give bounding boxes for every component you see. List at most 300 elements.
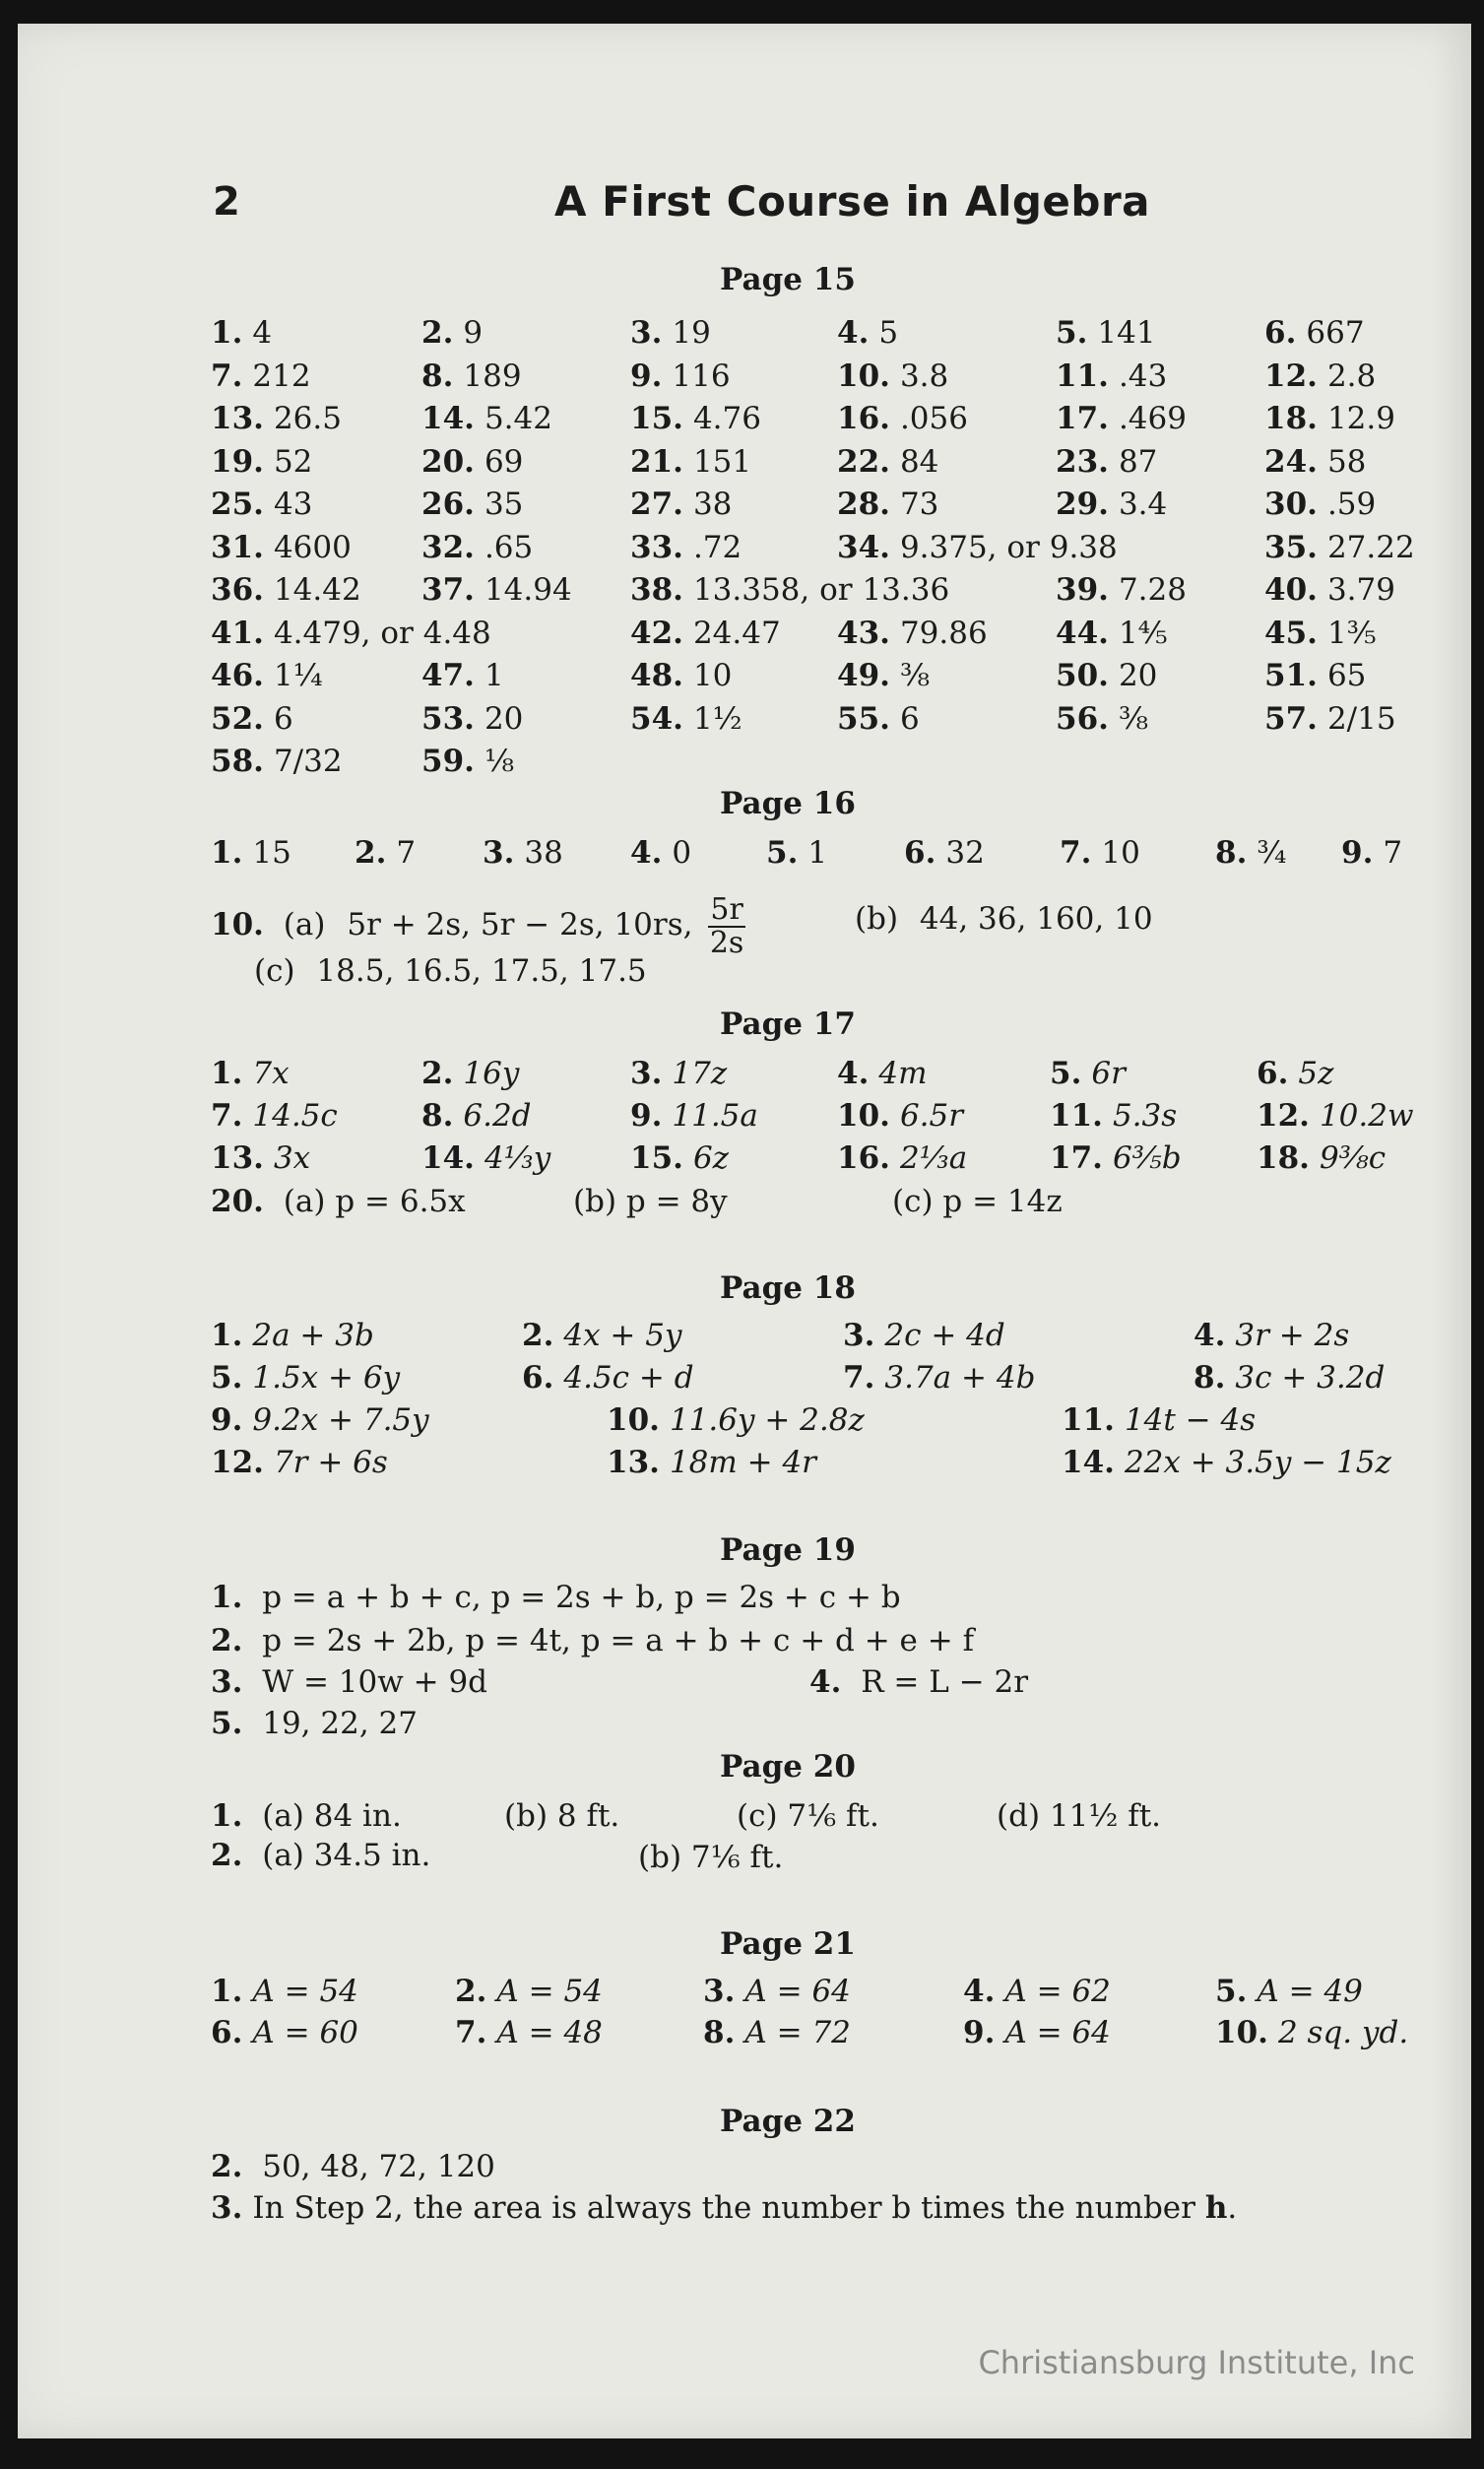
part-label: (c) [254,953,295,989]
answer-item [1050,1140,1182,1176]
answer-item [421,530,533,565]
answer-number: 7. [843,1360,875,1396]
answer-item [837,658,930,693]
answer-number: 3. [630,1056,663,1091]
answer-item [607,1445,816,1480]
answer-item [703,2015,851,2050]
answer-value: 7r + 6s [273,1445,388,1480]
answer-text: . [1227,2190,1238,2226]
answer-value: 11.5a [672,1098,758,1134]
answer-number: 16. [837,1140,890,1176]
answer-value: 4.479, or 4.48 [273,615,491,651]
answer-item [211,530,352,565]
answer-item [1056,658,1157,693]
answer-item [837,401,968,436]
answer-value: 1 [484,658,504,693]
answer-text: In Step 2, the area is always the number [252,2190,892,2226]
answer-number: 1. [211,1056,243,1091]
answer-number: 5. [1050,1056,1082,1091]
answer-value: 32 [945,835,985,871]
answer-value: 12.9 [1326,401,1395,436]
answer-number: 3. [483,835,515,871]
answer-20-1a [211,1798,402,1834]
answer-item [211,572,361,608]
answer-value: 26.5 [273,401,342,436]
answer-item [1056,616,1168,651]
answer-item [630,358,731,394]
answer-value: 52 [273,443,313,480]
answer-number: 8. [1215,835,1248,871]
answer-value: 73 [899,487,939,522]
answer-value: 6.5r [899,1098,964,1134]
answer-number: 3. [211,1664,243,1700]
answer-number: 31. [211,529,264,565]
answer-number: 26. [421,487,475,522]
answer-value: 22x + 3.5y − 15z [1124,1445,1391,1480]
answer-value: (a) 84 in. [262,1798,402,1834]
answer-number: 17. [1050,1140,1103,1176]
answer-number: 5. [211,1706,243,1741]
answer-value: A = 64 [1004,2015,1111,2050]
answer-value: ⅜ [1118,700,1148,737]
answer-item [1264,401,1395,436]
answer-item [630,487,732,522]
answer-item [1341,835,1402,871]
answer-number: 12. [1264,357,1318,394]
answer-number: 8. [421,1098,454,1134]
answer-number: 23. [1056,443,1109,480]
answer-item [211,744,343,779]
answer-number: 44. [1056,615,1109,651]
answer-number: 49. [837,658,890,693]
answer-item [837,487,938,522]
page-number: 2 [213,179,240,225]
answer-item [455,1974,603,2009]
answer-number: 4. [837,315,870,351]
answer-number: 20. [421,443,475,480]
answer-item [1264,701,1396,737]
answer-value: 18.5, 16.5, 17.5, 17.5 [316,953,647,989]
answer-value: 6 [899,700,920,737]
part-label: (a) [283,907,326,942]
answer-value: .43 [1118,357,1168,394]
answer-number: 2. [211,1623,243,1658]
answer-number: 1. [211,835,243,871]
answer-value: 1.5x + 6y [252,1360,401,1396]
answer-part-a: (a) p = 6.5x [283,1184,466,1219]
answer-item [1056,572,1187,608]
answer-20-2b: (b) 7⅙ ft. [638,1840,784,1875]
answer-number: 41. [211,615,264,651]
answer-value: p = a + b + c, p = 2s + b, p = 2s + c + b [262,1580,901,1615]
answer-20-1b: (b) 8 ft. [504,1798,620,1834]
answer-number: 50. [1056,658,1109,693]
answer-item [837,701,920,737]
section-title-page-19: Page 19 [720,1532,856,1568]
answer-value: 3.79 [1326,572,1395,608]
answer-number: 4. [963,1974,996,2009]
answer-item [421,701,523,737]
answer-number: 35. [1264,529,1318,565]
answer-value: 3.8 [899,357,949,394]
answer-number: 2. [421,1056,454,1091]
answer-number: 17. [1056,401,1109,436]
answer-value: .056 [899,401,968,436]
answer-item [1056,701,1148,737]
answer-number: 33. [630,529,683,565]
answer-number: 58. [211,744,264,779]
answer-number: 53. [421,700,475,737]
answer-value: A = 64 [744,1974,851,2009]
answer-value: 16y [463,1056,520,1091]
answer-item [1257,1056,1333,1091]
answer-value: 2⅓a [899,1140,968,1176]
answer-number: 18. [1264,401,1318,436]
answer-number: 51. [1264,658,1318,693]
answer-number: 22. [837,443,890,480]
section-title-page-20: Page 20 [720,1749,856,1785]
answer-number: 13. [211,1140,264,1176]
answer-item [421,401,552,436]
answer-part-c: (c) p = 14z [892,1184,1063,1219]
answer-item [607,1402,865,1438]
answer-number: 28. [837,487,890,522]
answer-value: 1 [807,835,828,871]
answer-value: 20 [484,700,524,737]
answer-number: 1. [211,315,243,351]
answer-emphasis: times [911,2190,1006,2226]
answer-number: 7. [211,357,243,394]
answer-value: 19 [672,315,711,351]
answer-value: 14.5c [252,1098,338,1134]
answer-item [1257,1098,1414,1134]
answer-item [1060,835,1140,871]
answer-value: 7x [252,1056,290,1091]
answer-value: 4.5c + d [563,1360,694,1396]
answer-item [837,1056,928,1091]
answer-number: 59. [421,744,475,779]
answer-number: 5. [766,835,799,871]
answer-value: 6z [692,1140,729,1176]
answer-19-3 [211,1664,487,1700]
answer-item [211,658,323,693]
fraction-numerator: 5r [710,892,743,927]
answer-text: the number [1005,2190,1205,2226]
answer-item [1050,1098,1177,1134]
answer-number: 7. [455,2015,487,2050]
answer-19-2 [211,1623,974,1658]
answer-number: 9. [211,1402,243,1438]
answer-item [421,444,523,480]
answer-item [630,835,691,871]
answer-item [1264,315,1365,351]
answer-item [211,487,312,522]
answer-number: 10. [837,357,890,394]
answer-value: A = 60 [252,2015,358,2050]
answer-number: 14. [421,1140,475,1176]
answer-number: 47. [421,658,475,693]
answer-number: 6. [1264,315,1297,351]
answer-item [1264,358,1376,394]
answer-number: 20. [211,1184,264,1219]
answer-value: 7 [1383,835,1403,871]
answer-item [630,701,742,737]
answer-number: 39. [1056,572,1109,608]
answer-value: 5.42 [484,401,552,436]
answer-number: 9. [963,2015,996,2050]
answer-number: 2. [211,2149,243,2184]
answer-item [211,1360,400,1396]
answer-value: p = 2s + 2b, p = 4t, p = a + b + c + d + e + f [262,1623,975,1658]
answer-item [843,1360,1035,1396]
answer-number: 4. [809,1664,842,1700]
answer-item [1215,1974,1363,2009]
answer-value: 189 [463,357,522,394]
answer-value: 10.2w [1319,1098,1414,1134]
answer-number: 55. [837,700,890,737]
answer-item [837,444,938,480]
answer-19-5 [211,1706,418,1741]
answer-number: 19. [211,443,264,480]
answer-value: 35 [484,487,524,522]
answer-value: 14.94 [484,572,572,608]
answer-value: 4600 [273,529,352,565]
answer-number: 46. [211,658,264,693]
answer-item [211,1974,358,2009]
answer-value: 6⅗b [1112,1140,1182,1176]
answer-item [630,530,742,565]
answer-item [211,1402,429,1438]
answer-number: 27. [630,487,683,522]
answer-item [703,1974,851,2009]
answer-number: 7. [211,1098,243,1134]
answer-number: 8. [703,2015,736,2050]
answer-item [963,2015,1111,2050]
answer-number: 15. [630,401,683,436]
answer-number: 43. [837,615,890,651]
answer-item [837,616,988,651]
answer-item [421,1098,532,1134]
answer-number: 11. [1050,1098,1103,1134]
answer-item [421,658,504,693]
answer-item [211,1140,310,1176]
answer-value: 38 [524,835,563,871]
answer-value: 4m [878,1056,928,1091]
answer-value: 2c + 4d [884,1318,1005,1353]
answer-number: 14. [421,401,475,436]
answer-value: 4x + 5y [563,1318,682,1353]
answer-number: 29. [1056,487,1109,522]
answer-number: 3. [211,2190,243,2226]
answer-number: 56. [1056,700,1109,737]
answer-variable: b [891,2190,912,2226]
answer-number: 48. [630,658,683,693]
answer-number: 4. [630,835,663,871]
answer-item [1264,444,1366,480]
answer-item [1264,487,1376,522]
answer-value: .72 [692,529,742,565]
answer-number: 25. [211,487,264,522]
answer-item [211,1318,374,1353]
answer-number: 6. [522,1360,554,1396]
answer-17-20b [573,1184,728,1219]
answer-value: .65 [484,529,534,565]
answer-value: 2.8 [1326,357,1377,394]
answer-item [1264,530,1415,565]
answer-value: 84 [899,443,939,480]
fraction [708,894,744,958]
answer-value: 2a + 3b [252,1318,374,1353]
answer-value: R = L − 2r [861,1664,1029,1700]
answer-value: .59 [1326,487,1377,522]
answer-item [211,701,293,737]
answer-item [455,2015,603,2050]
answer-value: 69 [484,443,524,480]
answer-number: 1. [211,1798,243,1834]
fraction-denominator: 2s [709,925,744,960]
answer-value: 3.4 [1118,487,1168,522]
answer-item [211,401,342,436]
answer-number: 8. [421,357,454,394]
answer-number: 32. [421,529,475,565]
answer-item [522,1318,682,1353]
answer-value: 3x [273,1140,311,1176]
answer-20-2a [211,1838,430,1873]
answer-value: 141 [1097,315,1156,351]
answer-number: 3. [703,1974,736,2009]
answer-number: 5. [211,1360,243,1396]
answer-item [904,835,985,871]
answer-item [522,1360,694,1396]
answer-item [1215,835,1286,871]
answer-value: A = 54 [496,1974,603,2009]
answer-number: 30. [1264,487,1318,522]
answer-value: 3.7a + 4b [884,1360,1036,1396]
answer-number: 4. [837,1056,870,1091]
answer-value: 1⅗ [1326,615,1377,651]
section-title-page-15: Page 15 [720,262,856,297]
answer-20-1c: (c) 7⅙ ft. [737,1798,879,1834]
answer-value: 9.2x + 7.5y [252,1402,429,1438]
answer-item [1194,1318,1349,1353]
answer-item [963,1974,1111,2009]
answer-item [630,401,761,436]
answer-number: 1. [211,1974,243,2009]
answer-item [421,572,572,608]
answer-value: 15 [252,835,291,871]
answer-value: 50, 48, 72, 120 [262,2149,495,2184]
answer-number: 10. [837,1098,890,1134]
answer-item [1257,1140,1386,1176]
answer-number: 6. [1257,1056,1289,1091]
answer-item [837,1098,963,1134]
answer-item [1056,358,1167,394]
answer-value: 27.22 [1326,529,1415,565]
answer-item [630,444,751,480]
answer-variable: h [1204,2190,1228,2226]
answer-value: 151 [692,443,752,480]
answer-number: 42. [630,615,683,651]
answer-value: 7.28 [1118,572,1187,608]
answer-19-4 [809,1664,1028,1700]
answer-item [211,1098,338,1134]
answer-item [630,572,949,608]
answer-value: 20 [1118,658,1158,693]
answer-value: 14.42 [273,572,361,608]
answer-number: 18. [1257,1140,1310,1176]
answer-value: 2 sq. yd. [1277,2015,1409,2050]
answer-item [1215,2015,1408,2050]
answer-17-20 [211,1184,466,1219]
answer-value: 17z [672,1056,728,1091]
answer-value: 2/15 [1326,700,1396,737]
answer-value: 9 [463,315,484,351]
answer-value: 6.2d [463,1098,532,1134]
answer-item [1062,1445,1391,1480]
answer-16-10c [254,953,647,989]
answer-expression: 5r + 2s, 5r − 2s, 10rs, [347,907,693,942]
answer-item [630,1098,758,1134]
answer-value: 4.76 [692,401,761,436]
watermark: Christiansburg Institute, Inc [978,2344,1415,2381]
answer-item [1056,487,1167,522]
answer-item [421,1056,519,1091]
answer-number: 13. [607,1445,660,1480]
answer-value: 9⅜c [1319,1140,1387,1176]
answer-item [211,616,491,651]
answer-item [211,315,272,351]
answer-number: 5. [1056,315,1088,351]
answer-number: 38. [630,572,683,608]
answer-value: 3r + 2s [1235,1318,1350,1353]
answer-item [630,1056,727,1091]
answer-item [1264,658,1366,693]
answer-item [837,358,948,394]
answer-number: 12. [211,1445,264,1480]
answer-value: 18m + 4r [669,1445,817,1480]
answer-value: 19, 22, 27 [262,1706,418,1741]
answer-number: 2. [522,1318,554,1353]
answer-number: 3. [843,1318,875,1353]
answer-item [211,2015,358,2050]
section-title-page-22: Page 22 [720,2104,856,2139]
answer-number: 3. [630,315,663,351]
answer-value: 4⅓y [484,1140,551,1176]
answer-number: 1. [211,1318,243,1353]
answer-item [766,835,827,871]
answer-number: 37. [421,572,475,608]
answer-value: 5 [878,315,899,351]
answer-value: 6r [1091,1056,1126,1091]
answer-value: 5.3s [1112,1098,1178,1134]
answer-value: A = 54 [252,1974,358,2009]
answer-value: 5z [1298,1056,1334,1091]
answer-value: 44, 36, 160, 10 [919,901,1153,937]
answer-value: 7 [396,835,417,871]
answer-number: 11. [1062,1402,1115,1438]
section-title-page-17: Page 17 [720,1007,856,1042]
answer-number: 10. [211,907,264,942]
answer-value: 116 [672,357,731,394]
section-title-page-18: Page 18 [720,1270,856,1306]
answer-number: 14. [1062,1445,1115,1480]
book-title: A First Course in Algebra [554,177,1151,226]
answer-number: 7. [1060,835,1092,871]
answer-value: 38 [692,487,733,522]
answer-item [211,1445,388,1480]
answer-value: 9.375, or 9.38 [899,529,1118,565]
answer-value: 14t − 4s [1124,1402,1257,1438]
